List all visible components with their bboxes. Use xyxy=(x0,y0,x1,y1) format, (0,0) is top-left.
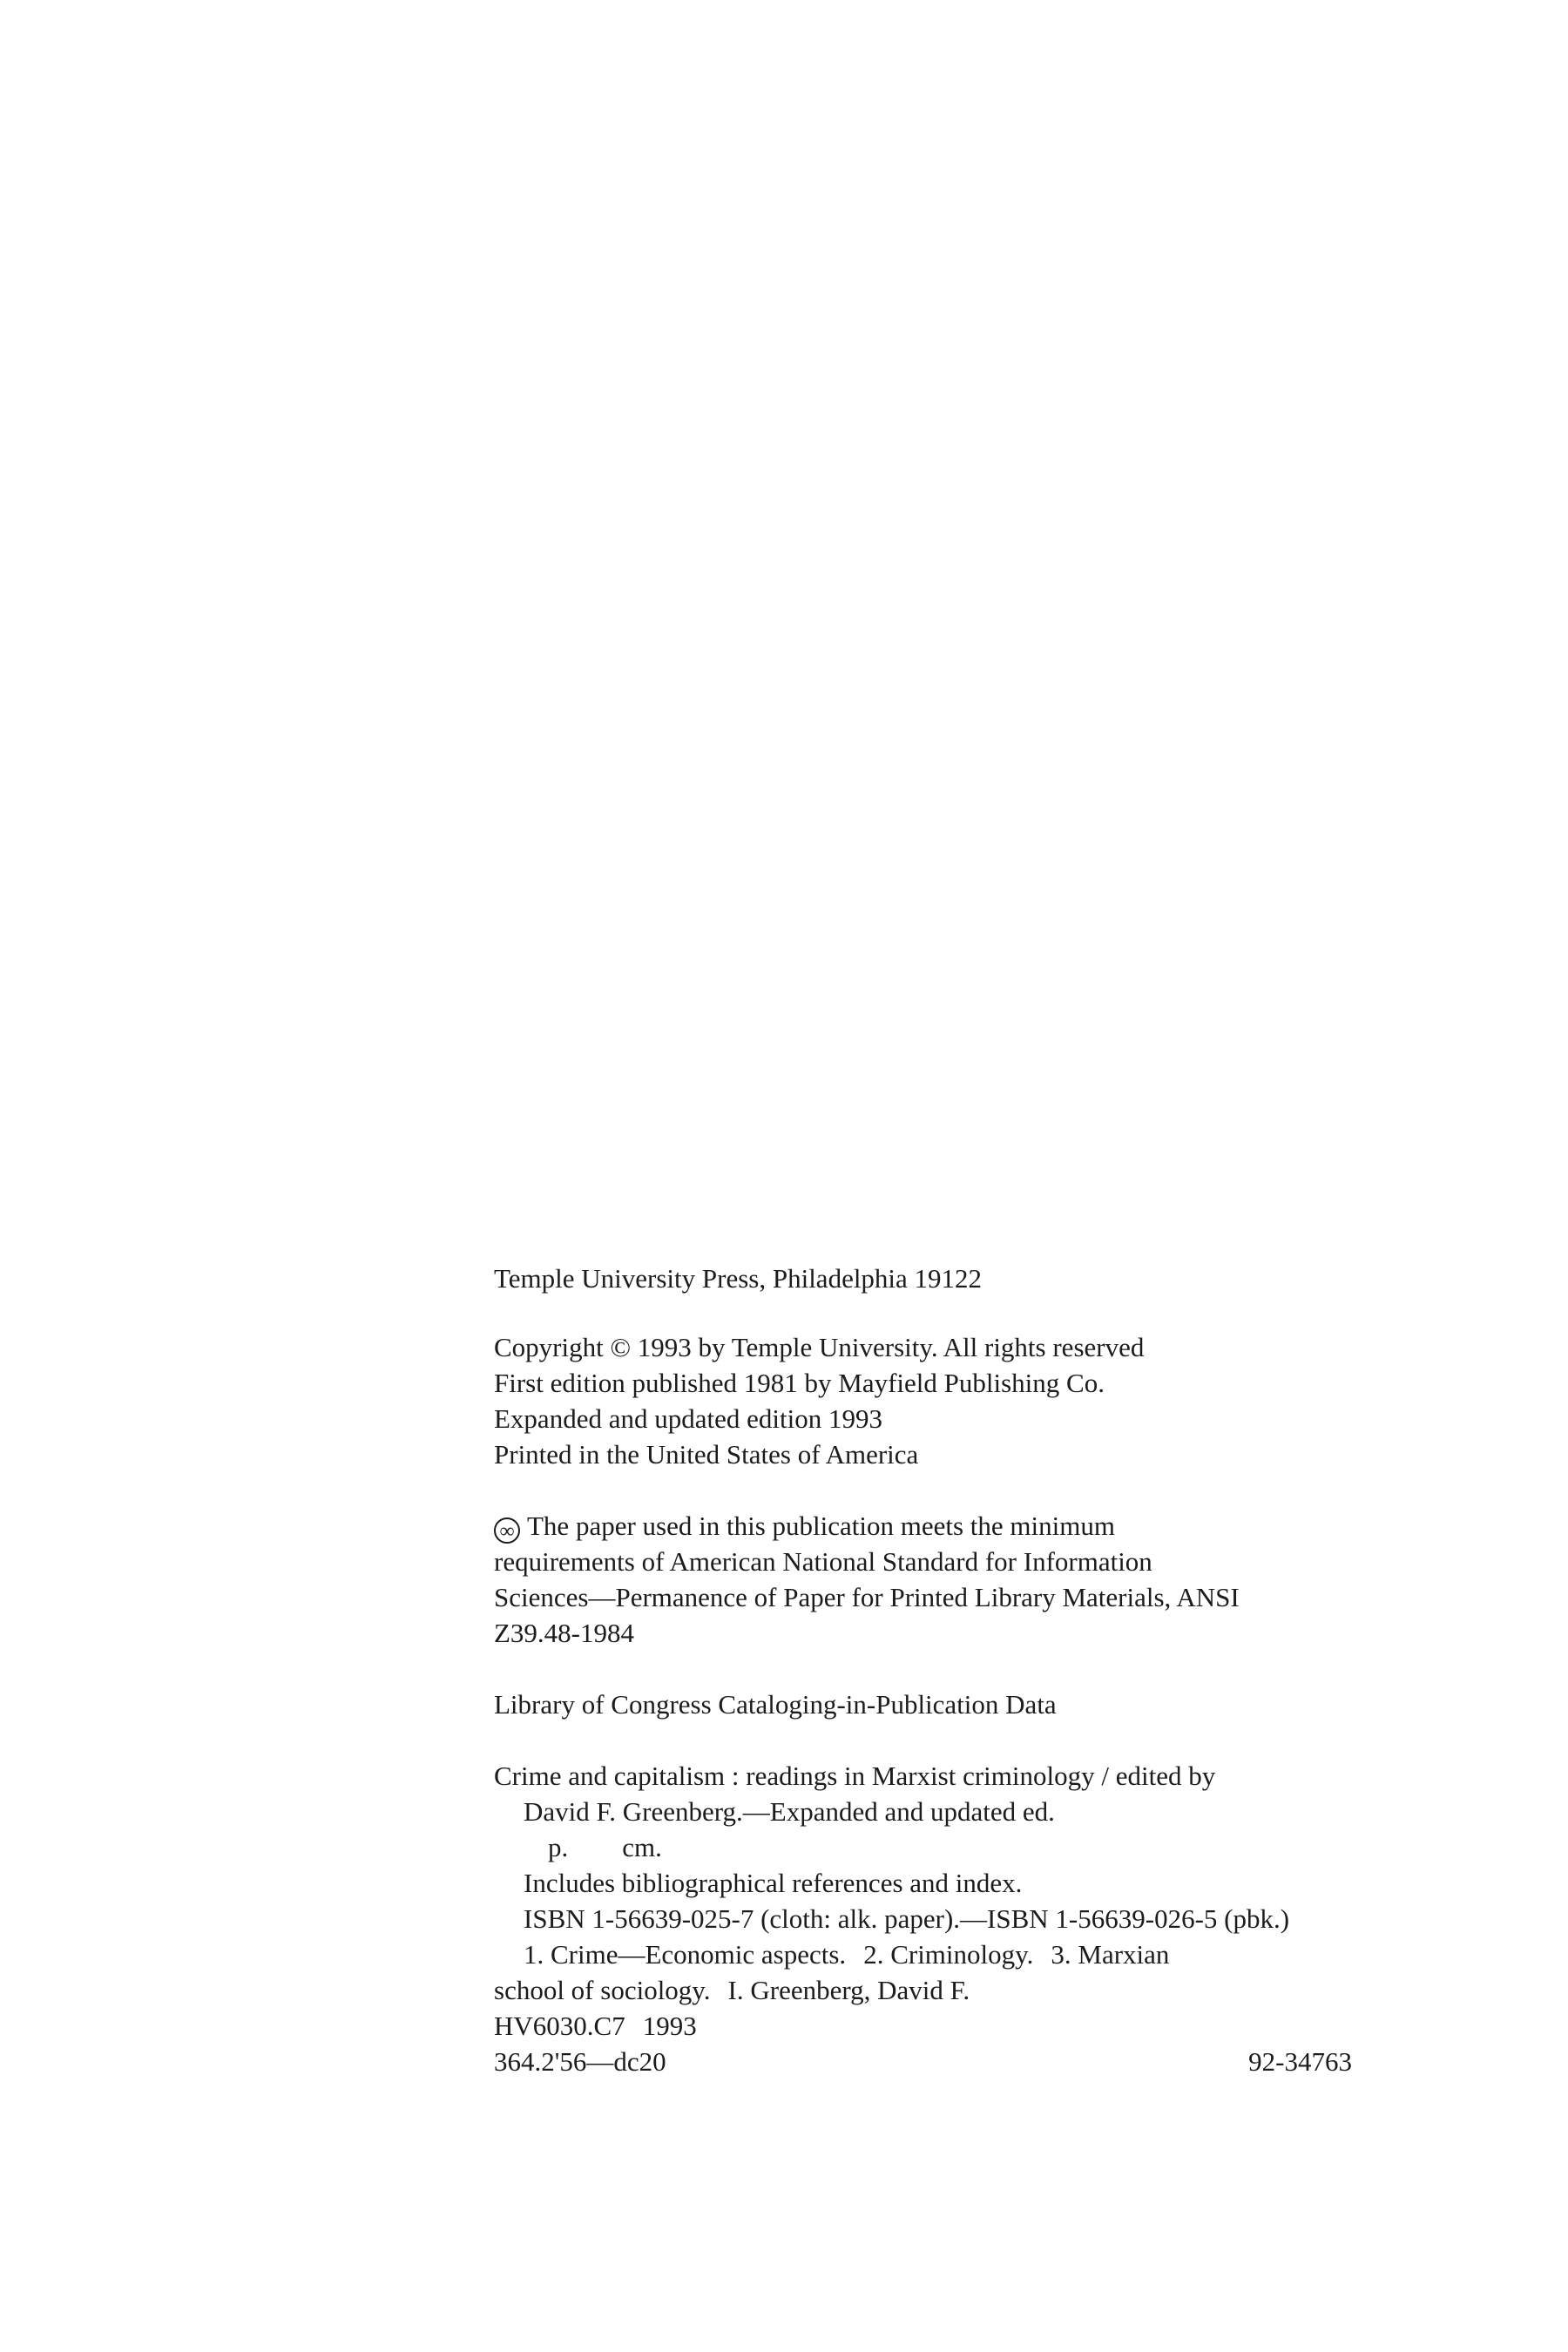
infinity-icon: ∞ xyxy=(494,1517,520,1544)
cip-dewey: 364.2'56—dc20 xyxy=(494,2046,666,2077)
cip-physical-description xyxy=(494,1829,1352,1865)
copyright-block xyxy=(494,1260,1352,2079)
paper-notice-line-4: Z39.48-1984 xyxy=(494,1618,635,1648)
cip-isbn-line: ISBN 1-56639-025-7 (cloth: alk. paper).—ISBN 1-56639-026-5 (pbk.) xyxy=(524,1903,1290,1934)
cip-lc-classification xyxy=(494,2008,1352,2044)
cip-subject-3-cont: school of sociology. xyxy=(494,1975,711,2005)
cip-title-line-2: David F. Greenberg.—Expanded and updated ed. xyxy=(524,1796,1055,1827)
cip-subject-3: 3. Marxian xyxy=(1051,1939,1170,1970)
cip-lc-year: 1993 xyxy=(642,2011,697,2041)
spacer xyxy=(494,1296,1352,1329)
expanded-edition-line: Expanded and updated edition 1993 xyxy=(494,1403,882,1434)
spacer xyxy=(494,1472,1352,1508)
cip-subject-1: 1. Crime—Economic aspects. xyxy=(524,1939,847,1970)
cip-subjects-line-1 xyxy=(494,1936,1352,1972)
publisher-line: Temple University Press, Philadelphia 19122 xyxy=(494,1263,983,1294)
cip-added-entry: I. Greenberg, David F. xyxy=(727,1975,970,2005)
paper-notice-line-2: requirements of American National Standard for Information xyxy=(494,1546,1152,1577)
cip-includes-note: Includes bibliographical references and index. xyxy=(524,1868,1023,1898)
spacer xyxy=(494,1651,1352,1686)
paper-notice-line-1 xyxy=(494,1508,1352,1544)
cip-cm-label: cm. xyxy=(622,1832,662,1862)
printed-in-line: Printed in the United States of America xyxy=(494,1439,919,1470)
cip-dewey-lccn-line xyxy=(494,2044,1352,2079)
cip-subjects-line-2 xyxy=(494,1972,1352,2008)
paper-notice-line-3: Sciences—Permanence of Paper for Printed Library Materials, ANSI xyxy=(494,1582,1240,1612)
cip-title-line-1: Crime and capitalism : readings in Marxist criminology / edited by xyxy=(494,1761,1216,1791)
paper-notice-text-1: The paper used in this publication meets the minimum xyxy=(527,1511,1115,1541)
cip-pages-label: p. xyxy=(548,1832,569,1862)
first-edition-line: First edition published 1981 by Mayfield Publishing Co. xyxy=(494,1368,1105,1398)
cip-subject-2: 2. Criminology. xyxy=(863,1939,1034,1970)
spacer xyxy=(494,1722,1352,1758)
cip-lccn: 92-34763 xyxy=(1248,2046,1352,2077)
copyright-line: Copyright © 1993 by Temple University. All rights reserved xyxy=(494,1332,1145,1362)
cip-lc-class: HV6030.C7 xyxy=(494,2011,625,2041)
cip-heading: Library of Congress Cataloging-in-Publication Data xyxy=(494,1689,1057,1720)
